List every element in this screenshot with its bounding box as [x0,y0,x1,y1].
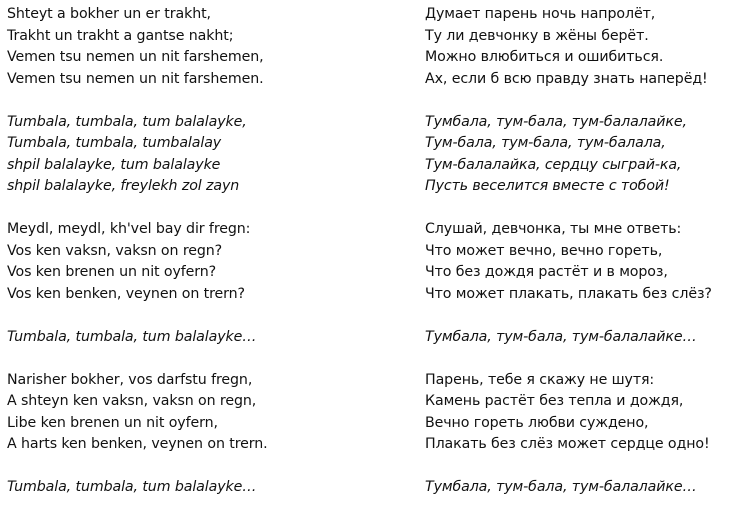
lyric-line: Пусть веселится вместе с тобой! [425,178,670,194]
lyric-line: Tumbala, tumbala, tum balalayke… [7,479,257,495]
refrain-stanza [7,477,347,499]
lyric-line: Можно влюбиться и ошибиться. [425,49,664,65]
lyric-line: A shteyn ken vaksn, vaksn on regn, [7,393,257,409]
lyric-line: Камень растёт без тепла и дождя, [425,393,684,409]
lyric-line: Тумбала, тум-бала, тум-балалайке… [425,328,697,345]
lyric-line: Плакать без слёз может сердце одно! [425,436,710,452]
lyric-line: Vos ken benken, veynen on trern? [7,285,245,302]
lyric-line: Vos ken brenen un nit oyfern? [7,264,217,280]
refrain-stanza [425,327,725,349]
lyric-line: Что может плакать, плакать без слёз? [425,285,712,302]
refrain-stanza [425,477,725,499]
lyric-line: Что может вечно, вечно гореть, [425,242,663,259]
lyric-line: A harts ken benken, veynen on trern. [7,436,268,452]
lyric-line: Ту ли девчонку в жёны берёт. [425,27,649,44]
verse-stanza [425,370,725,456]
verse-stanza [7,4,347,90]
lyric-line: Tumbala, tumbala, tumbalalay [7,135,222,151]
lyric-line: Narisher bokher, vos darfstu fregn, [7,371,253,388]
lyric-line: Ах, если б всю правду знать наперёд! [425,70,708,87]
russian-translation-column [425,4,725,520]
lyric-line: Тумбала, тум-бала, тум-балалайке… [425,479,697,495]
refrain-stanza [425,112,725,198]
lyric-line: Слушай, девчонка, ты мне ответь: [425,221,682,237]
lyric-line: Vemen tsu nemen un nit farshemen, [7,49,264,65]
lyric-line: Думает парень ночь напролёт, [425,6,656,22]
lyric-line: Shteyt a bokher un er trakht, [7,6,211,22]
lyric-line: Tumbala, tumbala, tum balalayke… [7,328,257,345]
lyric-line: Vemen tsu nemen un nit farshemen. [7,70,264,87]
lyric-line: Libe ken brenen un nit oyfern, [7,414,218,431]
lyric-line: shpil balalayke, tum balalayke [7,156,221,173]
verse-stanza [7,219,347,305]
verse-stanza [425,219,725,305]
lyric-line: Тум-балалайка, сердцу сыграй-ка, [425,156,682,173]
refrain-stanza [7,327,347,349]
lyric-line: Trakht un trakht a gantse nakht; [7,27,234,44]
lyric-line: Тумбала, тум-бала, тум-балалайке, [425,113,687,130]
lyric-line: Что без дождя растёт и в мороз, [425,264,668,280]
lyric-line: shpil balalayke, freylekh zol zayn [7,178,240,194]
lyric-line: Vos ken vaksn, vaksn on regn? [7,242,223,259]
verse-stanza [7,370,347,456]
refrain-stanza [7,112,347,198]
lyric-line: Вечно гореть любви суждено, [425,414,649,431]
verse-stanza [425,4,725,90]
lyric-line: Meydl, meydl, kh'vel bay dir fregn: [7,221,251,237]
lyric-line: Парень, тебе я скажу не шутя: [425,371,655,388]
yiddish-transliteration-column [7,4,347,520]
lyric-line: Тум-бала, тум-бала, тум-балала, [425,135,666,151]
lyric-line: Tumbala, tumbala, tum balalayke, [7,113,247,130]
